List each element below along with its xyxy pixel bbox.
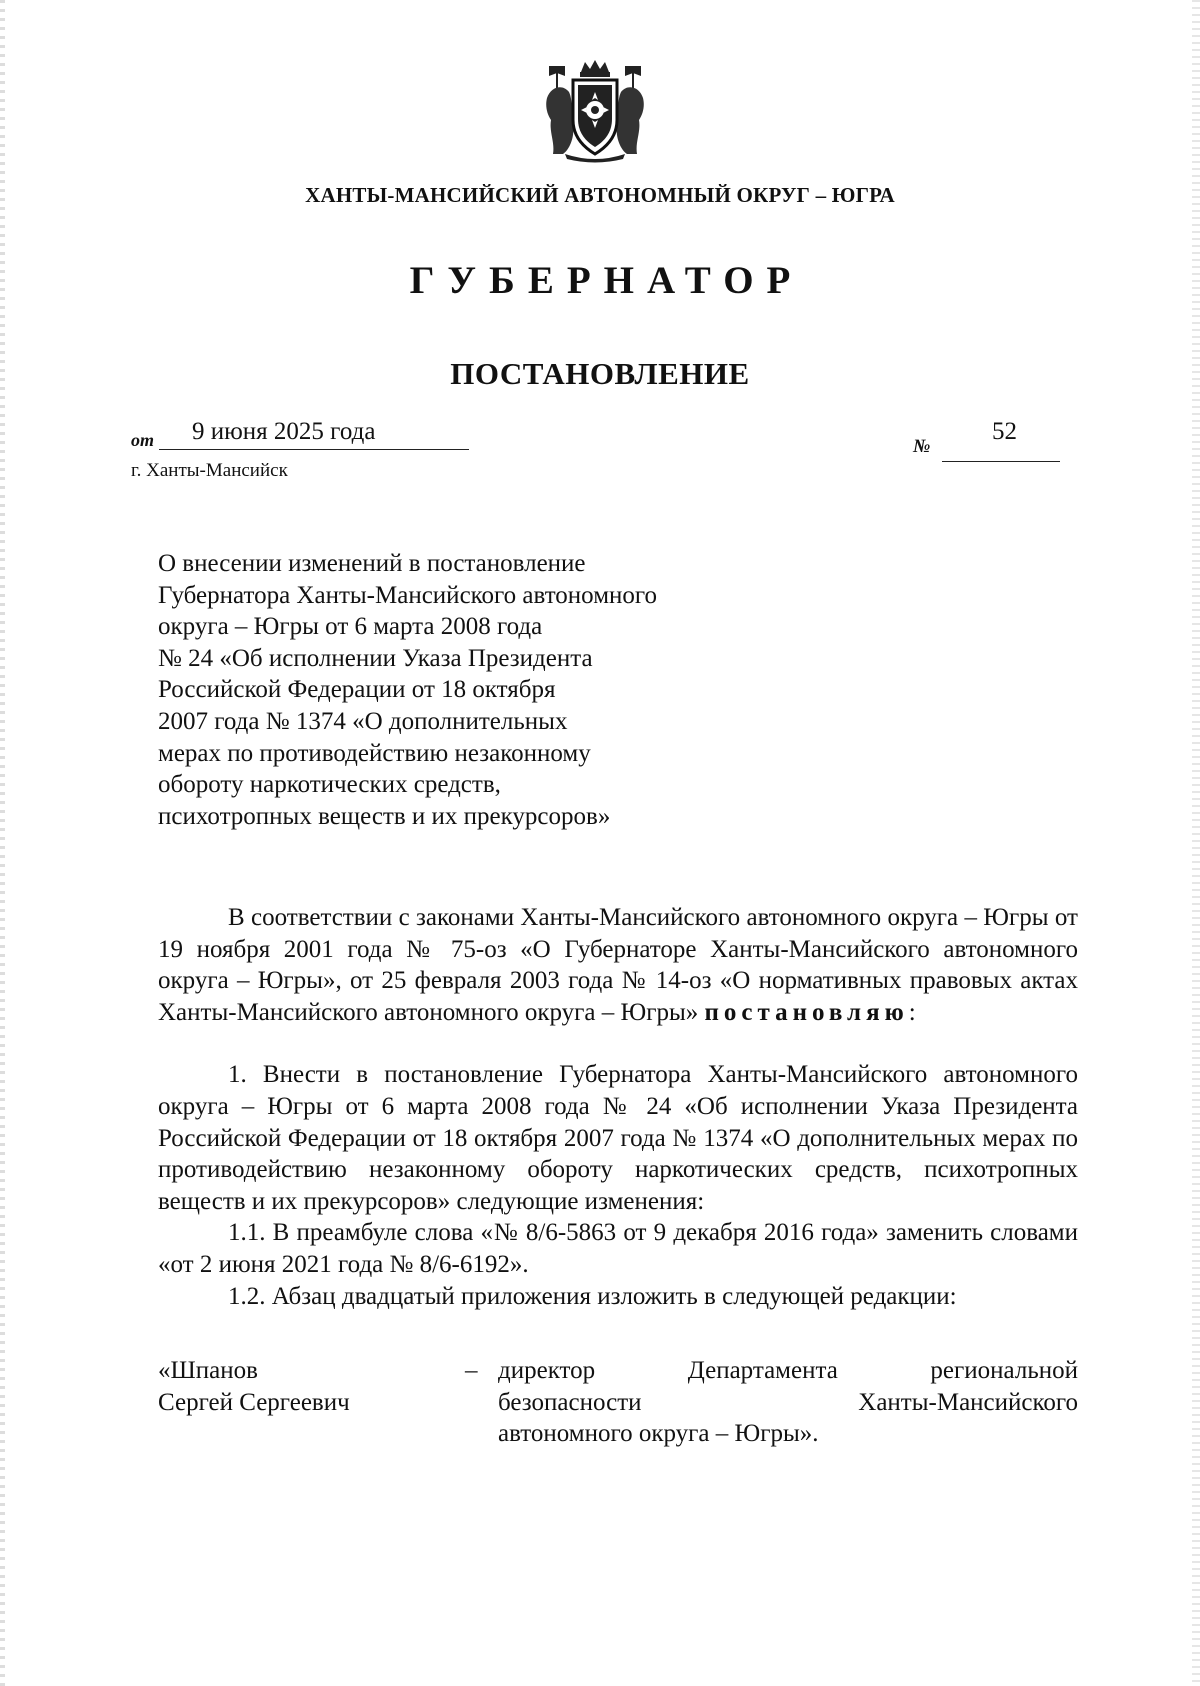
appointee-name (158, 1355, 458, 1418)
item-1-paragraph: 1. Внести в постановление Губернатора Ханты-Мансийского автономного округа – Югры от 6 марта 2008 года № 24 «Об исполнении Указа Президента Российской Федерации от 18 октября 2007 года № 1374 «О дополнительных мерах по противодействию незаконному обороту наркотических средств, психотропных веществ и их прекурсоров» следующие изменения: (158, 1061, 1078, 1215)
position-line: директор Департамента региональной (498, 1357, 1078, 1384)
coat-of-arms-emblem-icon (543, 58, 647, 163)
document-subject (158, 548, 778, 832)
position-line: безопасности Ханты-Мансийского (498, 1388, 1078, 1416)
document-number: 52 (992, 418, 1017, 445)
preamble-paragraph (158, 902, 1078, 1028)
scan-edge-right (1192, 0, 1200, 1686)
subject-line: Российской Федерации от 18 октября (158, 676, 556, 704)
subject-line: мерах по противодействию незаконному (158, 739, 591, 767)
appointee-position (498, 1355, 1078, 1450)
item-1-2-paragraph: 1.2. Абзац двадцатый приложения изложить в следующей редакции: (228, 1282, 957, 1310)
document-type-title: ПОСТАНОВЛЕНИЕ (450, 356, 750, 391)
appointment-dash: – (465, 1357, 478, 1384)
position-line: автономного округа – Югры». (498, 1420, 819, 1448)
resolve-word: постановляю (704, 998, 909, 1026)
date-underline (159, 449, 469, 450)
number-label: № (913, 436, 931, 457)
document-body (158, 902, 1078, 1312)
subject-line: Губернатора Ханты-Мансийского автономного (158, 581, 658, 609)
document-date: 9 июня 2025 года (192, 418, 376, 445)
item-1-1-paragraph: 1.1. В преамбуле слова «№ 8/6-5863 от 9 декабря 2016 года» заменить словами «от 2 июня 2021 года № 8/6-6192». (158, 1219, 1078, 1278)
appointee-given-names: Сергей Сергеевич (158, 1388, 350, 1416)
subject-line: психотропных веществ и их прекурсоров» (158, 802, 611, 830)
scan-edge-left (0, 0, 5, 1686)
subject-line: О внесении изменений в постановление (158, 550, 586, 577)
appointee-surname: «Шпанов (158, 1357, 258, 1384)
document-city: г. Ханты-Мансийск (131, 460, 288, 481)
preamble-text: В соответствии с законами Ханты-Мансийского автономного округа – Югры от 19 ноября 2001 года № 75-оз «О Губернаторе Ханты-Мансийского автономного округа – Югры», от 25 февраля 2003 года № 14-оз «О нормативных правовых актах Ханты-Мансийского автономного округа – Югры» (158, 904, 1078, 1026)
date-label: от (131, 430, 155, 450)
authority-title: ГУБЕРНАТОР (409, 259, 804, 302)
subject-line: 2007 года № 1374 «О дополнительных (158, 707, 568, 735)
number-underline (942, 461, 1060, 462)
subject-line: округа – Югры от 6 марта 2008 года (158, 613, 543, 641)
subject-line: обороту наркотических средств, (158, 771, 501, 799)
resolve-colon: : (908, 998, 916, 1026)
region-title: ХАНТЫ-МАНСИЙСКИЙ АВТОНОМНЫЙ ОКРУГ – ЮГРА (305, 183, 895, 207)
subject-line: № 24 «Об исполнении Указа Президента (158, 644, 593, 672)
